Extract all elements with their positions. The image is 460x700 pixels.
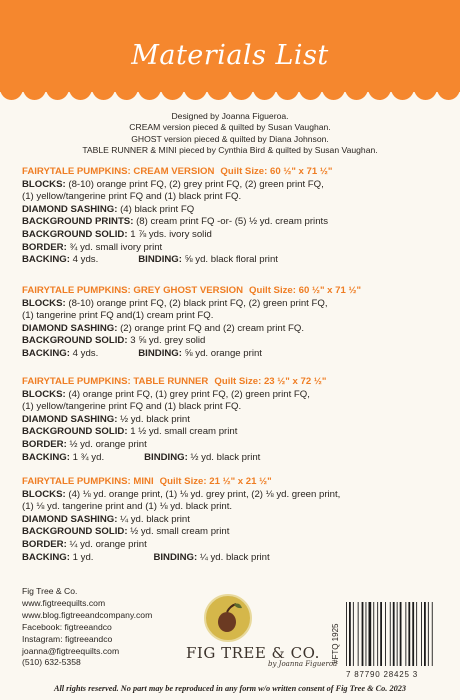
material-row [22,323,442,336]
material-value: ¾ yd. small ivory print [69,241,163,253]
section-mini [22,476,442,564]
barcode-bar [412,602,414,666]
quilt-size: Quilt Size: 60 ½" x 71 ½" [249,285,362,296]
material-value: ¼ yd. black print [120,513,190,525]
blocks-value: (4) ⅛ yd. orange print, (1) ⅛ yd. grey print, (2) ⅛ yd. green print, [68,488,341,500]
scallop [322,88,345,100]
material-value: 1 ½ yd. small cream print [130,426,238,438]
barcode-bar [349,602,351,666]
blocks-value: (8-10) orange print FQ, (2) grey print FQ, (2) green print FQ, [68,178,324,190]
backing-binding-row [22,254,442,267]
material-value: ½ yd. black print [120,413,190,425]
material-label: BACKGROUND SOLID: [22,426,128,438]
blocks-value: (4) orange print FQ, (1) grey print FQ, (2) green print FQ, [68,388,310,400]
material-row [22,514,442,527]
phone-number: (510) 632-5358 [22,657,81,668]
blocks-line [22,489,442,502]
blocks-line-2: (1) yellow/tangerine print FQ and (1) black print FQ. [22,401,242,413]
backing-binding-row [22,552,442,565]
section-title [22,376,442,389]
section-title-text: FAIRYTALE PUMPKINS: GREY GHOST VERSION [22,285,244,296]
blocks-line [22,389,442,402]
scallop [230,88,253,100]
brand-logo-text: FIG TREE & CO. [186,644,320,662]
material-label: BORDER: [22,438,67,450]
facebook-handle: Facebook: figtreeandco [22,621,112,632]
scallop [253,88,276,100]
backing-label: BACKING: [22,451,70,463]
backing-binding-row [22,348,442,361]
material-label: BACKGROUND SOLID: [22,526,128,538]
blocks-label: BLOCKS: [22,488,66,500]
material-row [22,242,442,255]
backing-value: 4 yds. [72,347,99,359]
backing-value: 4 yds. [72,254,99,266]
section-title [22,476,442,489]
scallop [0,88,23,100]
binding-label: BINDING: [138,254,182,266]
material-row [22,414,442,427]
scallop [414,88,437,100]
credits-block [0,111,460,157]
email-link[interactable]: joanna@figtreequilts.com [22,645,120,656]
material-label: BACKGROUND SOLID: [22,335,128,347]
barcode-bar [369,602,372,666]
brand-logo-subtitle: by Joanna Figueroa [268,660,338,668]
material-label: BORDER: [22,538,67,550]
material-value: 3 ⅝ yd. grey solid [130,335,206,347]
copyright-notice: All rights reserved. No part may be reproduced in any form w/o written consent of Fig Tree & Co. 2023 [53,684,407,693]
barcode-bar [346,602,347,666]
website-link[interactable]: www.figtreequilts.com [22,597,106,608]
scallop [23,88,46,100]
barcode-bar [397,602,398,666]
material-value: (2) orange print FQ and (2) cream print FQ. [120,322,305,334]
material-label: DIAMOND SASHING: [22,322,118,334]
material-value: ½ yd. orange print [69,438,147,450]
material-row [22,335,442,348]
backing-label: BACKING: [22,551,70,563]
instagram-handle: Instagram: figtreeandco [22,633,113,644]
barcode-bar [400,602,402,666]
credit-line: CREAM version pieced & quilted by Susan Vaughan. [129,122,331,133]
scallop-border [0,88,460,104]
barcode-bar [362,602,364,666]
scallop [69,88,92,100]
material-row [22,229,442,242]
section-title-text: FAIRYTALE PUMPKINS: TABLE RUNNER [22,376,209,387]
backing-value: 1 ¾ yd. [72,451,105,463]
section-table-runner [22,376,442,464]
backing-label: BACKING: [22,254,70,266]
barcode-bar [416,602,417,666]
quilt-size: Quilt Size: 60 ½" x 71 ½" [220,166,333,177]
barcode [340,600,446,670]
backing-value: 1 yd. [72,551,94,563]
scallop [391,88,414,100]
scallop [437,88,460,100]
material-label: BACKGROUND SOLID: [22,228,128,240]
blocks-label: BLOCKS: [22,297,66,309]
blocks-label: BLOCKS: [22,178,66,190]
binding-label: BINDING: [138,347,182,359]
section-title-text: FAIRYTALE PUMPKINS: MINI [22,476,154,487]
blocks-value: (8-10) orange print FQ, (2) black print FQ, (2) green print FQ, [68,297,328,309]
backing-binding-row [22,452,442,465]
binding-label: BINDING: [144,451,188,463]
barcode-bar [428,602,429,666]
scallop [368,88,391,100]
quilt-size: Quilt Size: 23 ½" x 72 ½" [214,376,327,387]
barcode-bar [432,602,433,666]
material-value: ½ yd. small cream print [130,526,230,538]
barcode-bar [405,602,406,666]
material-row [22,204,442,217]
blocks-label: BLOCKS: [22,388,66,400]
scallop [345,88,368,100]
material-row [22,426,442,439]
scallop [138,88,161,100]
blocks-line [22,298,442,311]
material-label: DIAMOND SASHING: [22,513,118,525]
material-value: 1 ⅞ yds. ivory solid [130,228,212,240]
scallop [46,88,69,100]
fig-logo-icon [204,594,252,642]
barcode-bar [380,602,382,666]
credit-line: TABLE RUNNER & MINI pieced by Cynthia Bird & quilted by Susan Vaughan. [82,145,378,156]
barcode-number: 7 87790 28425 3 [346,670,419,679]
binding-value: ⅝ yd. black floral print [184,254,278,266]
material-label: DIAMOND SASHING: [22,203,118,215]
material-value: (8) cream print FQ -or- (5) ½ yd. cream prints [136,216,328,228]
binding-value: ⅝ yd. orange print [184,347,262,359]
scallop [92,88,115,100]
blocks-line-2: (1) tangerine print FQ and(1) cream print FQ. [22,310,214,322]
scallop [276,88,299,100]
binding-label: BINDING: [153,551,198,563]
barcode-bar [358,602,359,666]
barcode-bar [373,602,374,666]
section-title [22,166,442,179]
material-row [22,526,442,539]
material-label: BACKGROUND PRINTS: [22,216,134,228]
barcode-bar [390,602,391,666]
blog-link[interactable]: www.blog.figtreeandcompany.com [22,609,153,620]
material-label: DIAMOND SASHING: [22,413,118,425]
barcode-bar [366,602,367,666]
scallop [161,88,184,100]
material-label: BORDER: [22,241,67,253]
barcode-bar [424,602,426,666]
blocks-line [22,179,442,192]
scallop [184,88,207,100]
material-row [22,439,442,452]
contact-block [22,586,152,669]
section-cream-version [22,166,442,267]
material-row [22,539,442,552]
quilt-size: Quilt Size: 21 ½" x 21 ½" [159,476,272,487]
scallop [299,88,322,100]
blocks-line-2: (1) yellow/tangerine print FQ and (1) black print FQ. [22,191,242,203]
section-title-text: FAIRYTALE PUMPKINS: CREAM VERSION [22,166,215,177]
barcode-bar [353,602,354,666]
blocks-line-2: (1) ⅛ yd. tangerine print and (1) ⅛ yd. black print. [22,501,233,513]
material-value: (4) black print FQ [120,203,195,215]
scallop [207,88,230,100]
section-title [22,285,442,298]
credit-line: GHOST version pieced & quilted by Diana Johnson. [131,133,329,144]
material-row [22,216,442,229]
barcode-bar [421,602,422,666]
credit-line: Designed by Joanna Figueroa. [171,111,289,121]
section-grey-ghost-version [22,285,442,361]
scallop [115,88,138,100]
fig-icon [206,596,250,640]
barcode-bar [393,602,395,666]
barcode-bar [377,602,378,666]
sku-number: #FTQ 1925 [331,623,340,664]
binding-value: ¼ yd. black print [199,551,270,563]
barcode-bar [408,602,410,666]
page-title: Materials List [131,40,329,71]
company-name: Fig Tree & Co. [22,586,78,596]
material-value: ¼ yd. orange print [69,538,147,550]
binding-value: ½ yd. black print [190,451,261,463]
backing-label: BACKING: [22,347,70,359]
barcode-bar [385,602,386,666]
